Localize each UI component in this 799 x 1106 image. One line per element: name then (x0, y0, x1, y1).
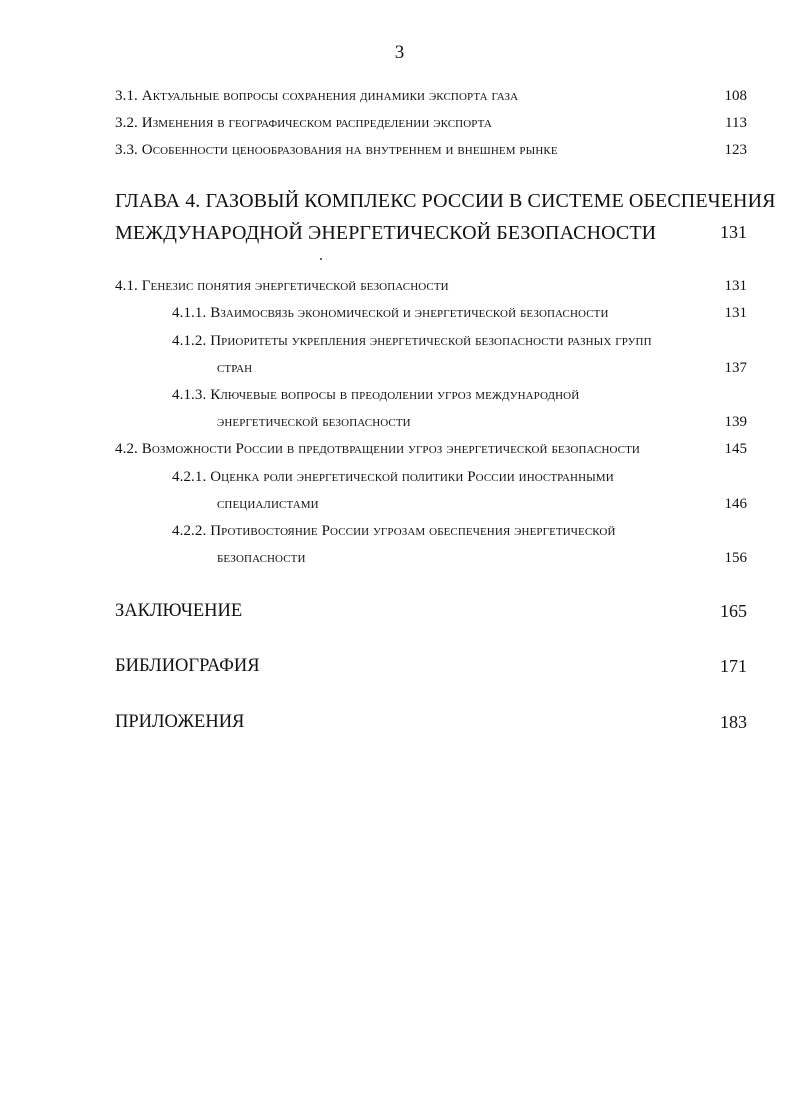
subsection-title: Ключевые вопросы в преодолении угроз международной (210, 387, 580, 403)
subsection-number: 4.2.2. (172, 523, 207, 539)
section-number: 3.1. (115, 88, 138, 104)
subsection-title: Приоритеты укрепления энергетической безопасности разных групп (210, 333, 652, 349)
section-number: 3.2. (115, 115, 138, 131)
subsection-number: 4.2.1. (172, 469, 207, 485)
subsection-number: 4.1.2. (172, 333, 207, 349)
section-title: Особенности ценообразования на внутреннем и внешнем рынке (141, 142, 558, 158)
section-page: 123 (724, 142, 747, 158)
subsection-page: 131 (724, 305, 747, 321)
back-matter-page: 165 (720, 601, 747, 621)
subsection-title: Противостояние России угрозам обеспечения энергетической (210, 523, 616, 539)
subsection-number: 4.1.3. (172, 387, 207, 403)
back-matter-title: ЗАКЛЮЧЕНИЕ (115, 601, 243, 621)
section-title: Изменения в географическом распределении экспорта (141, 115, 492, 131)
section-title: Актуальные вопросы сохранения динамики экспорта газа (141, 88, 519, 104)
chapter-page: 131 (720, 222, 747, 242)
scan-speck (320, 258, 322, 260)
section-page: 145 (724, 441, 747, 457)
section-number: 4.2. (115, 441, 138, 457)
chapter-title-line-2: МЕЖДУНАРОДНОЙ ЭНЕРГЕТИЧЕСКОЙ БЕЗОПАСНОСТИ (115, 222, 657, 244)
subsection-title-cont: специалистами (217, 496, 319, 512)
back-matter-page: 183 (720, 712, 747, 732)
section-page: 113 (725, 115, 747, 131)
section-page: 108 (724, 88, 747, 104)
chapter-title-line-1: ГЛАВА 4. ГАЗОВЫЙ КОМПЛЕКС РОССИИ В СИСТЕМЕ ОБЕСПЕЧЕНИЯ (115, 190, 776, 212)
subsection-page: 156 (724, 550, 747, 566)
subsection-title-cont: энергетической безопасности (217, 414, 411, 430)
section-page: 131 (724, 278, 747, 294)
page-number: 3 (394, 42, 405, 63)
section-number: 3.3. (115, 142, 138, 158)
subsection-page: 137 (724, 360, 747, 376)
section-number: 4.1. (115, 278, 138, 294)
subsection-page: 146 (724, 496, 747, 512)
section-title: Генезис понятия энергетической безопасности (141, 278, 449, 294)
subsection-number: 4.1.1. (172, 305, 207, 321)
section-title: Возможности России в предотвращении угроз энергетической безопасности (141, 441, 640, 457)
subsection-title-cont: безопасности (217, 550, 306, 566)
subsection-page: 139 (724, 414, 747, 430)
subsection-title: Взаимосвязь экономической и энергетической безопасности (210, 305, 609, 321)
subsection-title: Оценка роли энергетической политики России иностранными (210, 469, 614, 485)
subsection-title-cont: стран (217, 360, 253, 376)
back-matter-page: 171 (720, 656, 747, 676)
back-matter-title: ПРИЛОЖЕНИЯ (115, 712, 245, 732)
back-matter-title: БИБЛИОГРАФИЯ (115, 656, 260, 676)
